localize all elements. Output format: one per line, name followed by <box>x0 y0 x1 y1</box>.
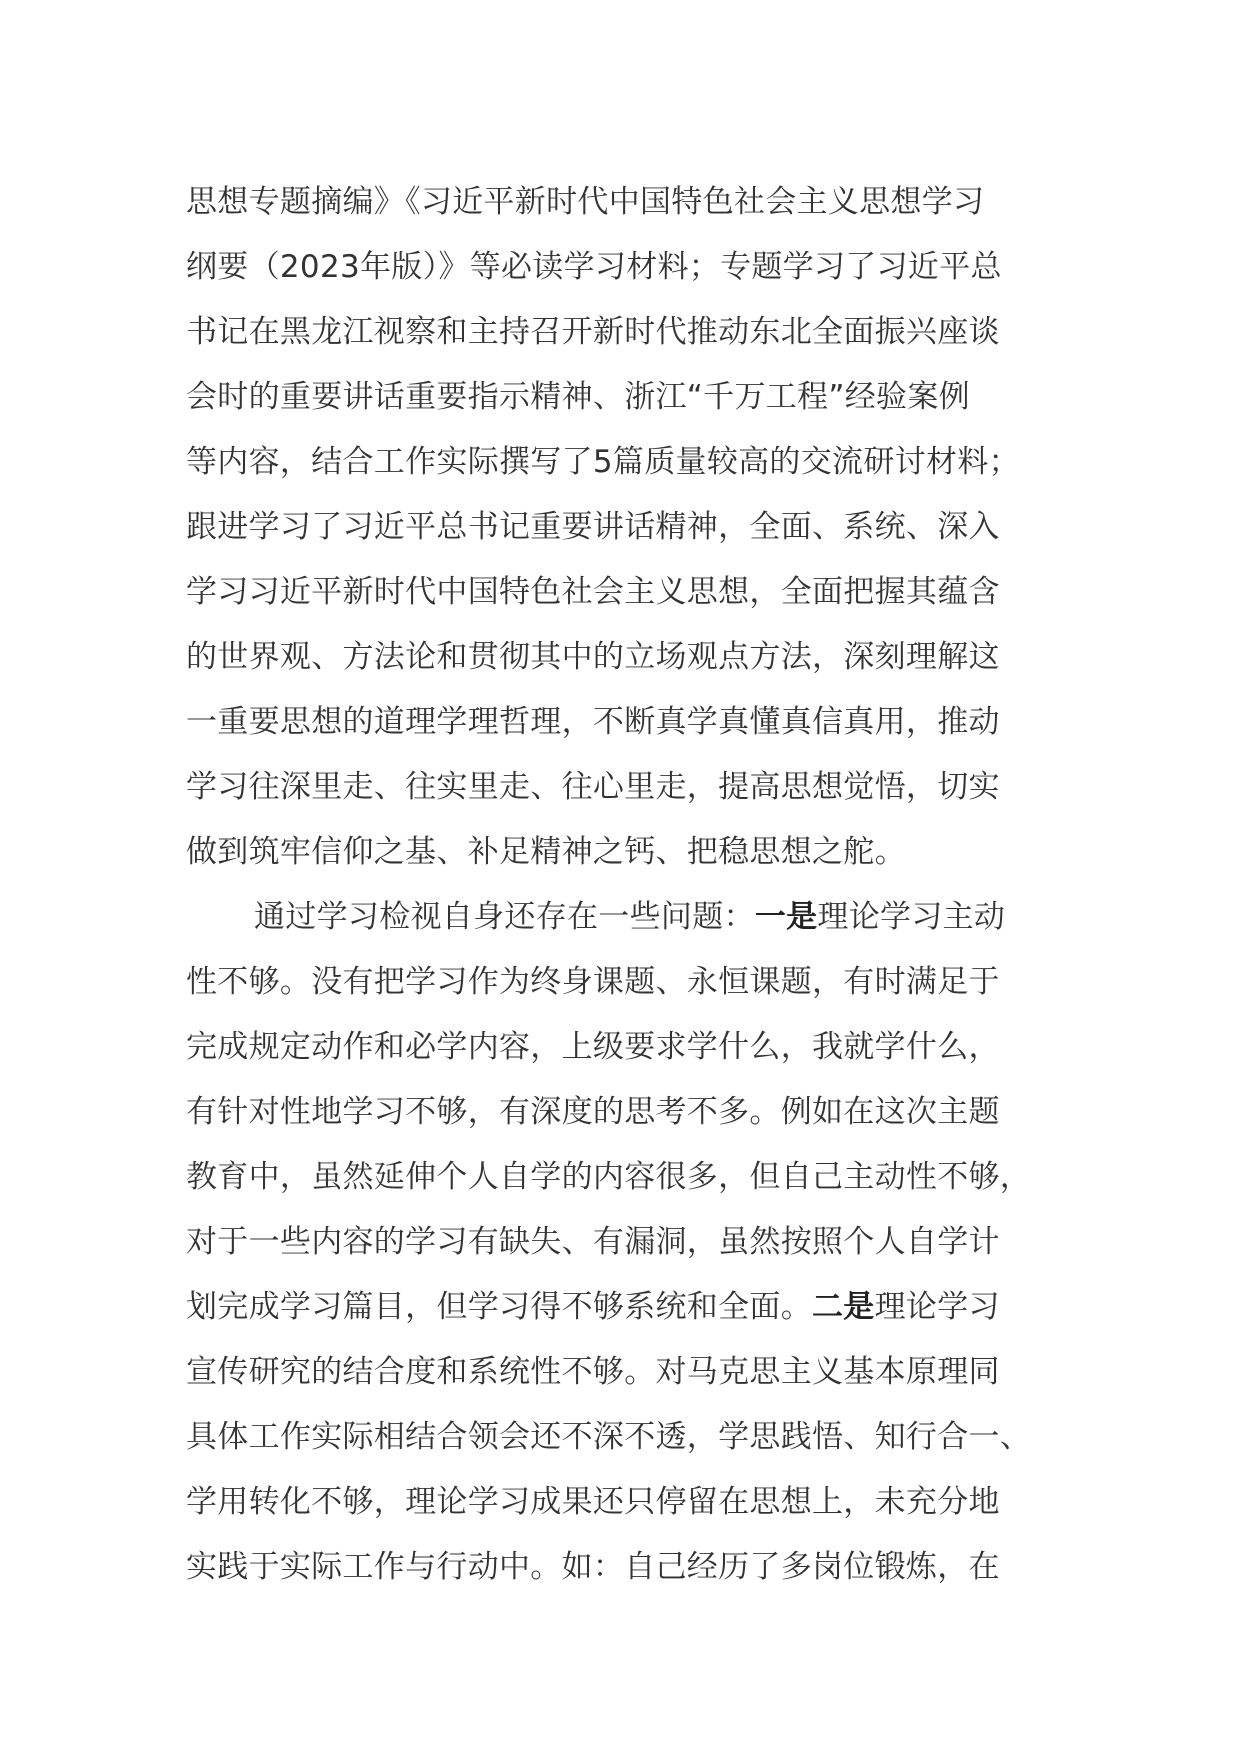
text-line <box>186 365 1066 430</box>
text-line <box>186 1275 1066 1340</box>
text-line <box>186 1080 1066 1145</box>
text-line <box>186 300 1066 365</box>
text-segment: 理论学习 <box>874 1289 1000 1325</box>
text-line <box>186 1470 1066 1535</box>
text-line <box>186 1145 1066 1210</box>
text-segment: 思想专题摘编》《习近平新时代中国特色社会主义思想学习 <box>186 184 985 220</box>
text-line <box>186 170 1066 235</box>
text-line <box>186 625 1066 690</box>
text-line <box>186 560 1066 625</box>
text-line <box>186 690 1066 755</box>
text-line <box>186 495 1066 560</box>
text-segment: 有针对性地学习不够，有深度的思考不多。例如在这次主题 <box>186 1094 1000 1130</box>
text-segment: 跟进学习了习近平总书记重要讲话精神，全面、系统、深入 <box>186 509 1000 545</box>
text-segment: 划完成学习篇目，但学习得不够系统和全面。 <box>186 1289 812 1325</box>
text-segment: 实践于实际工作与行动中。如：自己经历了多岗位锻炼，在 <box>186 1549 1000 1585</box>
text-segment: 理论学习主动 <box>817 899 1006 935</box>
text-line <box>186 1340 1066 1405</box>
text-line <box>186 755 1066 820</box>
text-line <box>186 1405 1066 1470</box>
text-line <box>186 885 1066 950</box>
text-line <box>186 235 1066 300</box>
text-segment: 完成规定动作和必学内容，上级要求学什么，我就学什么， <box>186 1029 1000 1065</box>
text-segment: 学习往深里走、往实里走、往心里走，提高思想觉悟，切实 <box>186 769 1000 805</box>
text-line <box>186 430 1066 495</box>
text-line <box>186 1535 1066 1600</box>
text-segment: 做到筑牢信仰之基、补足精神之钙、把稳思想之舵。 <box>186 834 906 870</box>
text-line <box>186 1015 1066 1080</box>
document-body-text <box>186 170 1066 1600</box>
bold-text-segment: 二是 <box>812 1289 875 1325</box>
text-segment: 具体工作实际相结合领会还不深不透，学思践悟、知行合一、 <box>186 1419 1032 1455</box>
bold-text-segment: 一是 <box>754 899 818 935</box>
text-segment: 一重要思想的道理学理哲理，不断真学真懂真信真用，推动 <box>186 704 1000 740</box>
text-segment: 性不够。没有把学习作为终身课题、永恒课题，有时满足于 <box>186 964 1000 1000</box>
text-segment: 宣传研究的结合度和系统性不够。对马克思主义基本原理同 <box>186 1354 1000 1390</box>
text-segment: 会时的重要讲话重要指示精神、浙江“千万工程”经验案例 <box>186 379 970 415</box>
text-segment: 对于一些内容的学习有缺失、有漏洞，虽然按照个人自学计 <box>186 1224 1000 1260</box>
text-line <box>186 1210 1066 1275</box>
text-segment: 通过学习检视自身还存在一些问题： <box>254 899 755 935</box>
text-segment: 书记在黑龙江视察和主持召开新时代推动东北全面振兴座谈 <box>186 314 1000 350</box>
text-segment: 的世界观、方法论和贯彻其中的立场观点方法，深刻理解这 <box>186 639 1000 675</box>
text-line <box>186 820 1066 885</box>
text-segment: 学用转化不够，理论学习成果还只停留在思想上，未充分地 <box>186 1484 1000 1520</box>
text-segment: 教育中，虽然延伸个人自学的内容很多，但自己主动性不够， <box>186 1159 1032 1195</box>
text-line <box>186 950 1066 1015</box>
text-segment: 纲要（2023年版）》等必读学习材料；专题学习了习近平总 <box>186 249 1002 285</box>
text-segment: 等内容，结合工作实际撰写了5篇质量较高的交流研讨材料； <box>186 444 1020 480</box>
text-segment: 学习习近平新时代中国特色社会主义思想，全面把握其蕴含 <box>186 574 1000 610</box>
